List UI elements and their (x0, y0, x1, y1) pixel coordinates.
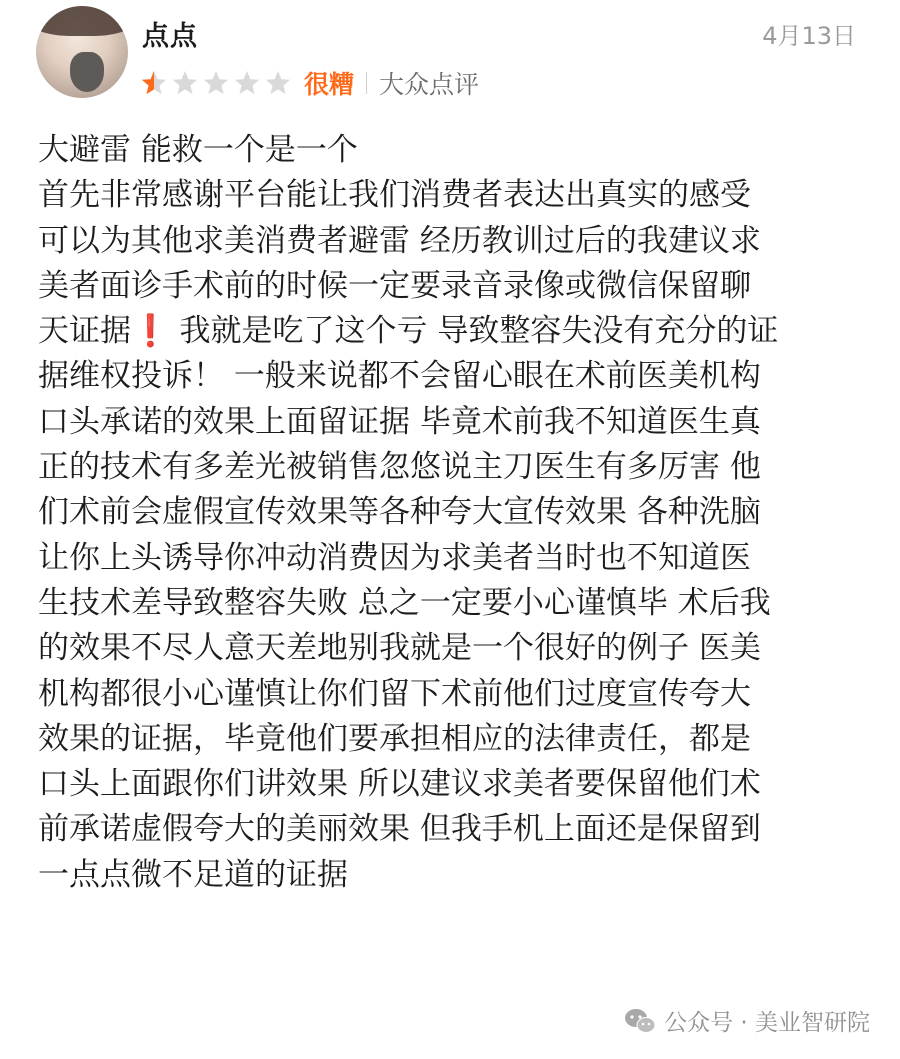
star-empty-icon (233, 69, 261, 97)
review-line: 让你上头诱导你冲动消费因为求美者当时也不知道医 (38, 539, 751, 576)
review-source[interactable]: 大众点评 (379, 70, 480, 99)
avatar-hair (36, 6, 128, 36)
review-line-text: 天证据 (38, 313, 131, 350)
review-date: 4月13日 (762, 22, 856, 50)
avatar-hand (70, 52, 104, 92)
divider (366, 72, 367, 94)
rating-label: 很糟 (304, 70, 355, 99)
review-line: 首先非常感谢平台能让我们消费者表达出真实的感受 (38, 177, 751, 214)
review-line: 口头上面跟你们讲效果 所以建议求美者要保留他们术 (38, 766, 761, 803)
review-line: 一点点微不足道的证据 (38, 856, 348, 893)
review-line: 机构都很小心谨慎让你们留下术前他们过度宣传夸大 (38, 675, 751, 712)
exclamation-icon: ❗ (131, 313, 170, 350)
review-body (38, 128, 868, 898)
star-empty-icon (202, 69, 230, 97)
review-line: 效果的证据，毕竟他们要承担相应的法律责任，都是 (38, 720, 751, 757)
username[interactable]: 点点 (142, 21, 198, 52)
review-line: 大避雷 能救一个是一个 (38, 132, 358, 168)
watermark (624, 1004, 870, 1037)
star-empty-icon (171, 69, 199, 97)
review-line: 的效果不尽人意天差地别我就是一个很好的例子 医美 (38, 630, 761, 667)
avatar[interactable] (36, 6, 128, 98)
review-line: 口头承诺的效果上面留证据 毕竟术前我不知道医生真 (38, 403, 761, 440)
review-line: 正的技术有多差光被销售忽悠说主刀医生有多厉害 他 (38, 449, 761, 486)
rating-row (140, 64, 479, 102)
review-line (38, 309, 868, 354)
wechat-icon (624, 1008, 656, 1034)
review-line: 可以为其他求美消费者避雷 经历教训过后的我建议求 (38, 222, 761, 259)
star-empty-icon (264, 69, 292, 97)
review-line: 生技术差导致整容失败 总之一定要小心谨慎毕 术后我 (38, 584, 771, 621)
star-half-icon (140, 69, 168, 97)
watermark-text: 公众号 · 美业智研院 (664, 1010, 870, 1036)
review-line: 前承诺虚假夸大的美丽效果 但我手机上面还是保留到 (38, 811, 761, 848)
review-line: 们术前会虚假宣传效果等各种夸大宣传效果 各种洗脑 (38, 494, 761, 531)
review-line: 美者面诊手术前的时候一定要录音录像或微信保留聊 (38, 267, 751, 304)
star-rating (140, 69, 292, 97)
review-line: 据维权投诉！ 一般来说都不会留心眼在术前医美机构 (38, 358, 761, 395)
review-line-text: 我就是吃了这个亏 导致整容失没有充分的证 (179, 313, 779, 350)
